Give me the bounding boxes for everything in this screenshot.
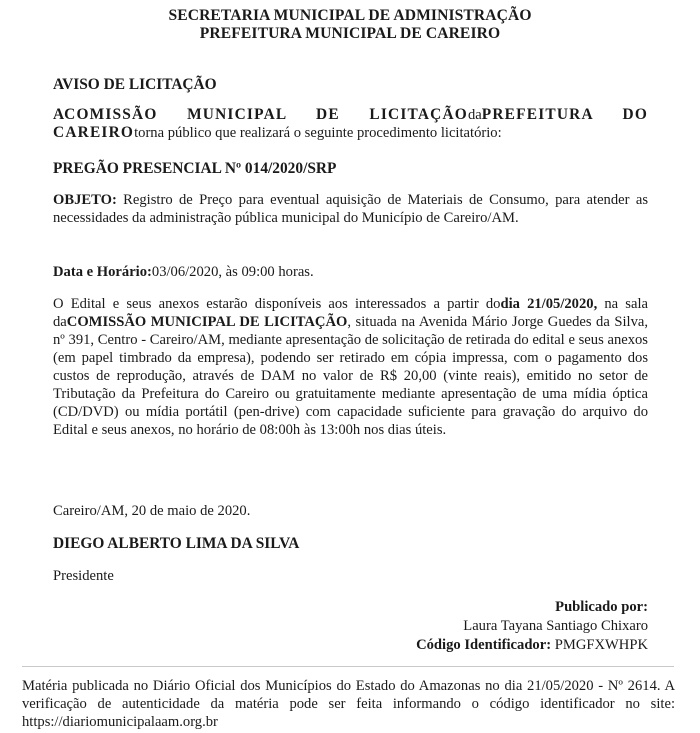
- edital-commission: COMISSÃO MUNICIPAL DE LICITAÇÃO: [66, 314, 348, 330]
- date-time-paragraph: [53, 263, 648, 281]
- identifier-label: Código Identificador:: [416, 637, 552, 653]
- footer-divider: [22, 666, 674, 667]
- place-date: Careiro/AM, 20 de maio de 2020.: [53, 503, 251, 519]
- intro-da: da: [467, 107, 482, 123]
- publication-block: [53, 598, 648, 655]
- intro-text: torna público que realizará o seguinte procedimento licitatório:: [134, 125, 502, 141]
- signer-role: Presidente: [53, 568, 114, 584]
- header-prefeitura: PREFEITURA MUNICIPAL DE CAREIRO: [199, 25, 501, 42]
- published-by-label: Publicado por:: [555, 599, 648, 615]
- objeto-label: OBJETO:: [53, 192, 117, 208]
- edital-p3: na sala da: [53, 296, 649, 330]
- intro-prefeitura: PREFEITURA DO CAREIRO: [53, 106, 648, 141]
- footer-note: Matéria publicada no Diário Oficial dos Municípios do Estado do Amazonas no dia 21/05/2020 - Nº 2614. A verificação de autenticidade da matéria pode ser feita informando o código identificador no site: https://diariomunicipalaam.org.br: [22, 678, 675, 730]
- pregao-title: PREGÃO PRESENCIAL Nº 014/2020/SRP: [53, 160, 337, 177]
- identifier-line: [53, 636, 648, 655]
- date-time-text: 03/06/2020, às 09:00 horas.: [151, 264, 314, 280]
- intro-commission: COMISSÃO MUNICIPAL DE LICITAÇÃO: [64, 106, 468, 123]
- edital-p1: O Edital e seus anexos estarão disponíveis aos interessados a partir do: [53, 296, 501, 312]
- identifier-code: PMGFXWHPK: [554, 637, 648, 653]
- notice-title: AVISO DE LICITAÇÃO: [53, 76, 217, 93]
- signer-name: DIEGO ALBERTO LIMA DA SILVA: [53, 535, 300, 552]
- intro-a: A: [53, 106, 65, 123]
- publisher-name: Laura Tayana Santiago Chixaro: [463, 618, 648, 634]
- header-secretaria: SECRETARIA MUNICIPAL DE ADMINISTRAÇÃO: [168, 7, 532, 24]
- edital-paragraph: [53, 295, 648, 439]
- edital-p5: , situada na Avenida Mário Jorge Guedes da Silva, nº 391, Centro - Careiro/AM, mediante apresentação de solicitação de retirada do edital e seus anexos (em papel timbrado da empresa), podendo ser retirado em cópia impressa, com o pagamento dos custos de reprodução, através de DAM no valor de R$ 20,00 (vinte reais), emitido no setor de Tributação da Prefeitura do Careiro ou gratuitamente mediante apresentação de uma mídia óptica (CD/DVD) ou mídia portátil (pen-drive) com capacidade suficiente para gravação do arquivo do Edital e seus anexos, no horário de 08:00h às 13:00h nos dias úteis.: [53, 314, 648, 438]
- notice-intro: [53, 106, 648, 142]
- date-time-label: Data e Horário:: [53, 264, 152, 280]
- document-header: [0, 7, 700, 43]
- objeto-text: Registro de Preço para eventual aquisição de Materiais de Consumo, para atender as necessidades da administração pública municipal do Município de Careiro/AM.: [53, 192, 648, 226]
- edital-date: dia 21/05/2020,: [500, 296, 598, 312]
- objeto-paragraph: [53, 191, 648, 227]
